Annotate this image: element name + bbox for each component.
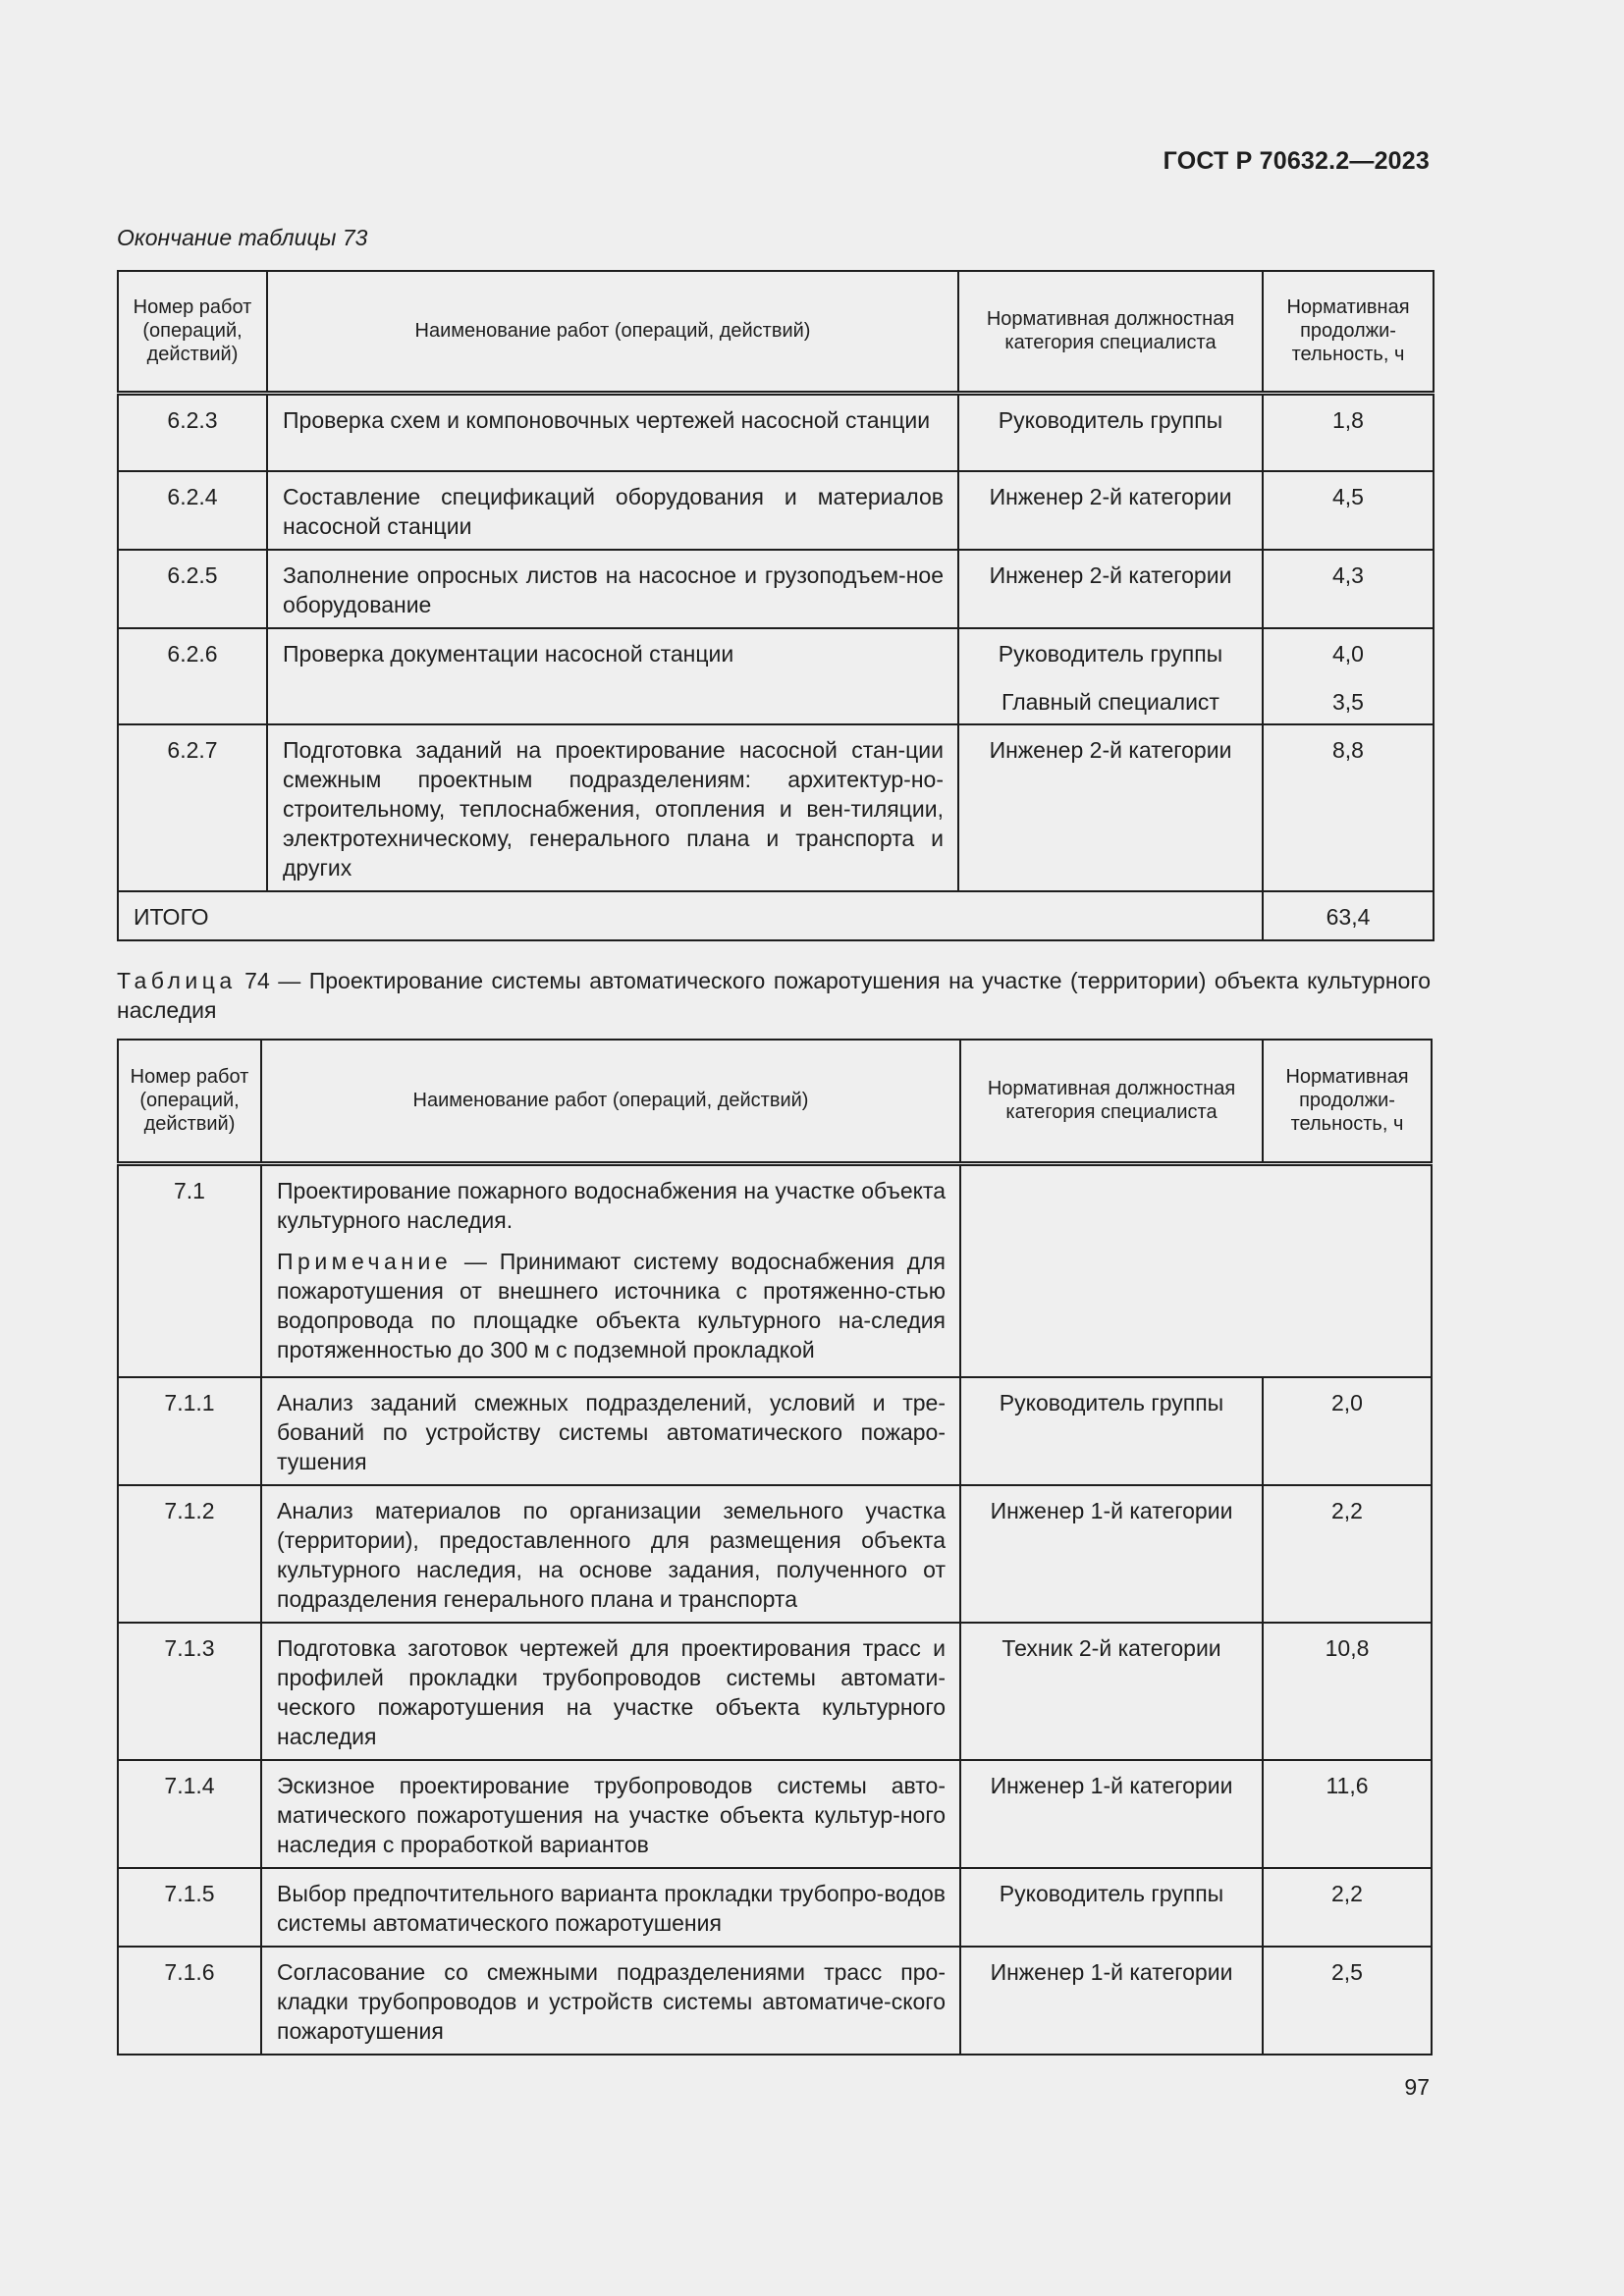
table-row	[118, 724, 1434, 891]
work-number: 6.2.3	[118, 393, 267, 471]
work-number: 7.1.1	[118, 1377, 261, 1485]
work-number: 6.2.7	[118, 724, 267, 891]
specialist-category: Инженер 1-й категории	[960, 1485, 1263, 1623]
specialist-category	[958, 628, 1263, 724]
specialist-category: Инженер 1-й категории	[960, 1760, 1263, 1868]
table-row	[118, 1760, 1432, 1868]
work-number: 7.1.4	[118, 1760, 261, 1868]
work-name: Анализ заданий смежных подразделений, условий и тре-бований по устройству системы автоматического пожаро-тушения	[261, 1377, 960, 1485]
duration-hours: 4,5	[1263, 471, 1434, 550]
work-name: Анализ материалов по организации земельного участка (территории), предоставленного для размещения объекта культурного наследия, на основе задания, полученного от подразделения генерального плана и транспорта	[261, 1485, 960, 1623]
specialist-category-line: Главный специалист	[1001, 689, 1219, 715]
total-value: 63,4	[1263, 891, 1434, 940]
work-name: Эскизное проектирование трубопроводов системы авто-матического пожаротушения на участке объекта культур-ного наследия с проработкой вариантов	[261, 1760, 960, 1868]
table-73	[117, 270, 1435, 941]
duration-hours: 2,5	[1263, 1947, 1432, 2055]
duration-line: 4,0	[1332, 641, 1364, 667]
work-name: Составление спецификаций оборудования и материалов насосной станции	[267, 471, 958, 550]
work-name: Подготовка заданий на проектирование насосной стан-ции смежным проектным подразделениям: архитектур-но-строительному, теплоснабжения, отопления и вен-тиляции, электротехническому, генерального плана и транспорта и других	[267, 724, 958, 891]
work-number: 7.1.3	[118, 1623, 261, 1760]
empty-cell	[960, 1163, 1432, 1377]
duration-line: 3,5	[1332, 689, 1364, 715]
section-note	[277, 1247, 946, 1364]
specialist-category: Руководитель группы	[960, 1377, 1263, 1485]
header-duration: Нормативная продолжи-тельность, ч	[1263, 271, 1434, 393]
table-74	[117, 1039, 1433, 2056]
header-duration: Нормативная продолжи-тельность, ч	[1263, 1040, 1432, 1163]
work-name: Проверка схем и компоновочных чертежей насосной станции	[267, 393, 958, 471]
section-title: Проектирование пожарного водоснабжения на участке объекта культурного наследия.	[277, 1177, 946, 1233]
specialist-category: Инженер 1-й категории	[960, 1947, 1263, 2055]
work-number: 7.1.5	[118, 1868, 261, 1947]
section-row	[118, 1163, 1432, 1377]
total-label: ИТОГО	[118, 891, 1263, 940]
table-row	[118, 550, 1434, 628]
total-row	[118, 891, 1434, 940]
header-num: Номер работ (операций, действий)	[118, 271, 267, 393]
note-text: — Принимают систему водоснабжения для пожаротушения от внешнего источника с протяженно-стью водопровода по площадке объекта культурного на-следия протяженностью до 300 м с подземной прокладкой	[277, 1248, 946, 1362]
header-category: Нормативная должностная категория специалиста	[958, 271, 1263, 393]
specialist-category: Инженер 2-й категории	[958, 471, 1263, 550]
duration-hours: 1,8	[1263, 393, 1434, 471]
section-name	[261, 1163, 960, 1377]
work-number: 7.1.6	[118, 1947, 261, 2055]
work-number: 6.2.6	[118, 628, 267, 724]
table-caption-word: Таблица	[117, 968, 237, 993]
duration-hours	[1263, 628, 1434, 724]
duration-hours: 2,2	[1263, 1485, 1432, 1623]
specialist-category-line: Руководитель группы	[998, 641, 1223, 667]
work-number: 7.1.2	[118, 1485, 261, 1623]
table-header-row	[118, 271, 1434, 393]
table-header-row	[118, 1040, 1432, 1163]
table-row	[118, 1947, 1432, 2055]
section-number: 7.1	[118, 1163, 261, 1377]
work-name: Заполнение опросных листов на насосное и грузоподъем-ное оборудование	[267, 550, 958, 628]
header-category: Нормативная должностная категория специалиста	[960, 1040, 1263, 1163]
work-name: Выбор предпочтительного варианта прокладки трубопро-водов системы автоматического пожаротушения	[261, 1868, 960, 1947]
table-row	[118, 393, 1434, 471]
table-row	[118, 471, 1434, 550]
duration-hours: 8,8	[1263, 724, 1434, 891]
table-row	[118, 1623, 1432, 1760]
table-caption-title: 74 — Проектирование системы автоматического пожаротушения на участке (территории) объекта культурного наследия	[117, 968, 1431, 1023]
header-name: Наименование работ (операций, действий)	[261, 1040, 960, 1163]
work-name: Согласование со смежными подразделениями трасс про-кладки трубопроводов и устройств системы автоматиче-ского пожаротушения	[261, 1947, 960, 2055]
specialist-category: Инженер 2-й категории	[958, 550, 1263, 628]
duration-hours: 2,2	[1263, 1868, 1432, 1947]
header-name: Наименование работ (операций, действий)	[267, 271, 958, 393]
table-row	[118, 628, 1434, 724]
work-name: Подготовка заготовок чертежей для проектирования трасс и профилей прокладки трубопроводов системы автомати-ческого пожаротушения на участке объекта культурного наследия	[261, 1623, 960, 1760]
duration-hours: 10,8	[1263, 1623, 1432, 1760]
duration-hours: 2,0	[1263, 1377, 1432, 1485]
specialist-category: Инженер 2-й категории	[958, 724, 1263, 891]
header-num: Номер работ (операций, действий)	[118, 1040, 261, 1163]
table-row	[118, 1377, 1432, 1485]
table-row	[118, 1485, 1432, 1623]
table-row	[118, 1868, 1432, 1947]
work-number: 6.2.5	[118, 550, 267, 628]
specialist-category: Техник 2-й категории	[960, 1623, 1263, 1760]
note-label: Примечание	[277, 1248, 453, 1274]
document-code: ГОСТ Р 70632.2—2023	[1163, 147, 1430, 175]
table-continuation-caption: Окончание таблицы 73	[117, 225, 368, 250]
duration-hours: 4,3	[1263, 550, 1434, 628]
table-74-caption	[117, 966, 1431, 1025]
duration-hours: 11,6	[1263, 1760, 1432, 1868]
specialist-category: Руководитель группы	[958, 393, 1263, 471]
page-number: 97	[1404, 2074, 1430, 2100]
specialist-category: Руководитель группы	[960, 1868, 1263, 1947]
work-name: Проверка документации насосной станции	[267, 628, 958, 724]
work-number: 6.2.4	[118, 471, 267, 550]
